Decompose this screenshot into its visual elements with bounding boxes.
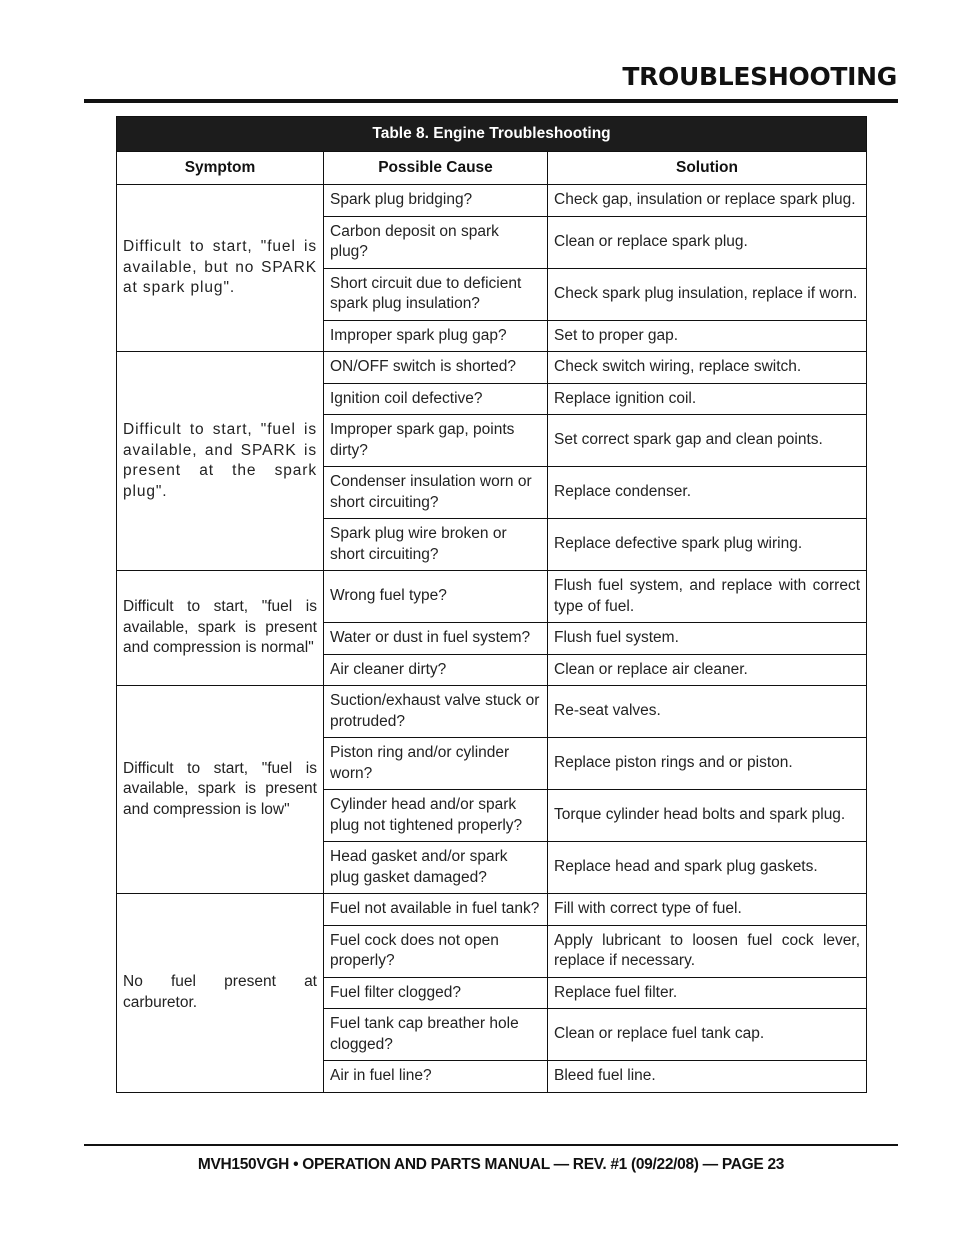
solution-cell: Replace defective spark plug wiring. xyxy=(548,519,867,571)
solution-cell: Flush fuel system. xyxy=(548,623,867,655)
cause-cell: Fuel not available in fuel tank? xyxy=(324,894,548,926)
solution-cell: Replace head and spark plug gaskets. xyxy=(548,842,867,894)
cause-cell: Piston ring and/or cylinder worn? xyxy=(324,738,548,790)
page-title: TROUBLESHOOTING xyxy=(622,62,897,91)
solution-cell: Bleed fuel line. xyxy=(548,1061,867,1093)
header-divider xyxy=(84,99,898,103)
solution-cell: Clean or replace air cleaner. xyxy=(548,654,867,686)
solution-cell: Replace fuel filter. xyxy=(548,977,867,1009)
cause-cell: Condenser insulation worn or short circuiting? xyxy=(324,467,548,519)
page-footer: MVH150VGH • OPERATION AND PARTS MANUAL — REV. #1 (09/22/08) — PAGE 23 xyxy=(197,1156,785,1173)
engine-troubleshooting-table xyxy=(116,116,867,1093)
cause-cell: Spark plug bridging? xyxy=(324,185,548,217)
column-header-solution: Solution xyxy=(548,152,867,185)
cause-cell: Cylinder head and/or spark plug not tightened properly? xyxy=(324,790,548,842)
cause-cell: Fuel tank cap breather hole clogged? xyxy=(324,1009,548,1061)
symptom-cell: Difficult to start, "fuel is available, but no SPARK at spark plug". xyxy=(117,185,324,352)
cause-cell: Ignition coil defective? xyxy=(324,383,548,415)
symptom-cell: Difficult to start, "fuel is available, spark is present and compression is low" xyxy=(117,686,324,894)
solution-cell: Clean or replace spark plug. xyxy=(548,216,867,268)
table-row xyxy=(117,352,867,384)
cause-cell: ON/OFF switch is shorted? xyxy=(324,352,548,384)
solution-cell: Check gap, insulation or replace spark plug. xyxy=(548,185,867,217)
solution-cell: Clean or replace fuel tank cap. xyxy=(548,1009,867,1061)
solution-cell: Fill with correct type of fuel. xyxy=(548,894,867,926)
cause-cell: Wrong fuel type? xyxy=(324,571,548,623)
solution-cell: Torque cylinder head bolts and spark plug. xyxy=(548,790,867,842)
table-row xyxy=(117,571,867,623)
cause-cell: Short circuit due to deficient spark plug insulation? xyxy=(324,268,548,320)
table-row xyxy=(117,686,867,738)
cause-cell: Fuel cock does not open properly? xyxy=(324,925,548,977)
table-row xyxy=(117,894,867,926)
cause-cell: Suction/exhaust valve stuck or protruded? xyxy=(324,686,548,738)
symptom-cell: Difficult to start, "fuel is available, and SPARK is present at the spark plug". xyxy=(117,352,324,571)
solution-cell: Check switch wiring, replace switch. xyxy=(548,352,867,384)
solution-cell: Flush fuel system, and replace with correct type of fuel. xyxy=(548,571,867,623)
cause-cell: Air in fuel line? xyxy=(324,1061,548,1093)
solution-cell: Set correct spark gap and clean points. xyxy=(548,415,867,467)
solution-cell: Apply lubricant to loosen fuel cock lever, replace if necessary. xyxy=(548,925,867,977)
solution-cell: Re-seat valves. xyxy=(548,686,867,738)
solution-cell: Set to proper gap. xyxy=(548,320,867,352)
cause-cell: Spark plug wire broken or short circuiting? xyxy=(324,519,548,571)
symptom-cell: No fuel present at carburetor. xyxy=(117,894,324,1093)
solution-cell: Replace condenser. xyxy=(548,467,867,519)
table-row xyxy=(117,185,867,217)
cause-cell: Improper spark gap, points dirty? xyxy=(324,415,548,467)
symptom-cell: Difficult to start, "fuel is available, spark is present and compression is normal" xyxy=(117,571,324,686)
cause-cell: Head gasket and/or spark plug gasket damaged? xyxy=(324,842,548,894)
column-header-possible-cause: Possible Cause xyxy=(324,152,548,185)
solution-cell: Replace piston rings and or piston. xyxy=(548,738,867,790)
solution-cell: Replace ignition coil. xyxy=(548,383,867,415)
cause-cell: Improper spark plug gap? xyxy=(324,320,548,352)
footer-divider xyxy=(84,1144,898,1146)
table-caption: Table 8. Engine Troubleshooting xyxy=(117,117,867,152)
cause-cell: Water or dust in fuel system? xyxy=(324,623,548,655)
cause-cell: Fuel filter clogged? xyxy=(324,977,548,1009)
column-header-symptom: Symptom xyxy=(117,152,324,185)
cause-cell: Carbon deposit on spark plug? xyxy=(324,216,548,268)
cause-cell: Air cleaner dirty? xyxy=(324,654,548,686)
solution-cell: Check spark plug insulation, replace if worn. xyxy=(548,268,867,320)
